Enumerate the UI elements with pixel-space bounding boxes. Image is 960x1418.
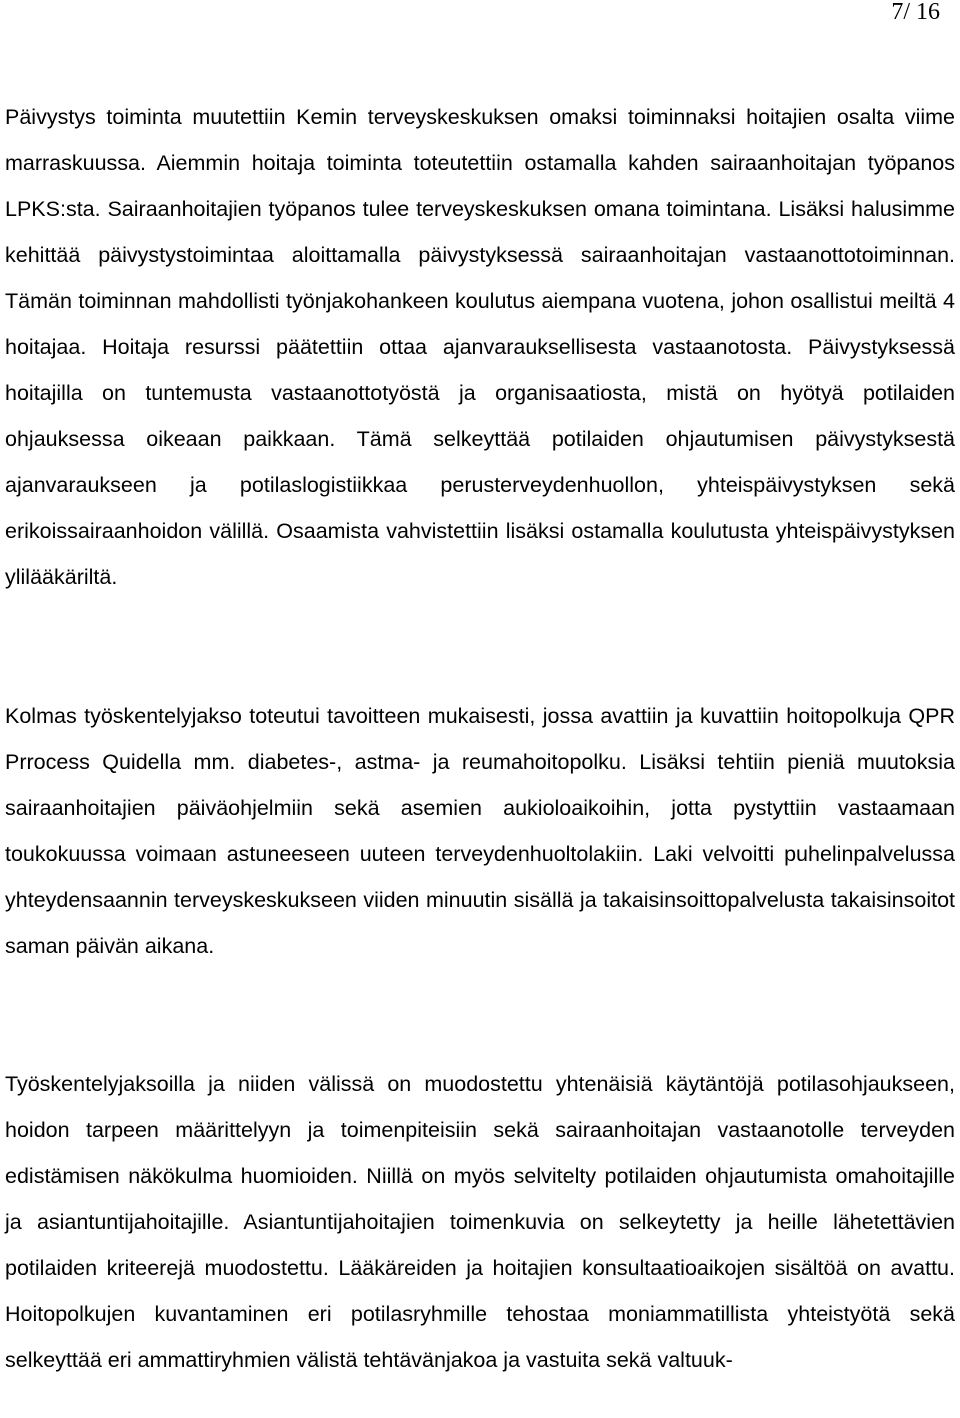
paragraph-paivystys: Päivystys toiminta muutettiin Kemin terveyskeskuksen omaksi toiminnaksi hoitajien osalta viime marraskuussa. Aiemmin hoitaja toiminta toteutettiin ostamalla kahden sairaanhoitajan työpanos LPKS:sta. Sairaanhoitajien työpanos tulee terveyskeskuksen omana toimintana. Lisäksi halusimme kehittää päivystystoimintaa aloittamalla päivystyksessä sairaanhoitajan vastaanottotoiminnan. Tämän toiminnan mahdollisti työnjakohankeen koulutus aiempana vuotena, johon osallistui meiltä 4 hoitajaa. Hoitaja resurssi päätettiin ottaa ajanvarauksellisesta vastaanotosta. Päivystyksessä hoitajilla on tuntemusta vastaanottotyöstä ja organisaatiosta, mistä on hyötyä potilaiden ohjauksessa oikeaan paikkaan. Tämä selkeyttää potilaiden ohjautumisen päivystyksestä ajanvaraukseen ja potilaslogistiikkaa perusterveydenhuollon, yhteispäivystyksen sekä erikoissairaanhoidon välillä. Osaamista vahvistettiin lisäksi ostamalla koulutusta yhteispäivystyksen ylilääkäriltä. xyxy=(5,105,955,589)
page-number: 7/ 16 xyxy=(891,0,940,25)
paragraph-kolmas-tyoskentelyjakso: Kolmas työskentelyjakso toteutui tavoitteen mukaisesti, jossa avattiin ja kuvattiin hoitopolkuja QPR Prrocess Quidella mm. diabetes-, astma- ja reumahoitopolku. Lisäksi tehtiin pieniä muutoksia sairaanhoitajien päiväohjelmiin sekä asemien aukioloaikoihin, jotta pystyttiin vastaamaan toukokuussa voimaan astuneeseen uuteen terveydenhuoltolakiin. Laki velvoitti puhelinpalvelussa yhteydensaannin terveyskeskukseen viiden minuutin sisällä ja takaisinsoittopalvelusta takaisinsoitot saman päivän aikana. xyxy=(5,704,955,958)
paragraph-tyoskentelyjaksot: Työskentelyjaksoilla ja niiden välissä on muodostettu yhtenäisiä käytäntöjä potilasohjaukseen, hoidon tarpeen määrittelyyn ja toimenpiteisiin sekä sairaanhoitajan vastaanotolle terveyden edistämisen näkökulma huomioiden. Niillä on myös selvitelty potilaiden ohjautumista omahoitajille ja asiantuntijahoitajille. Asiantuntijahoitajien toimenkuvia on selkeytetty ja heille lähetettävien potilaiden kriteerejä muodostettu. Lääkäreiden ja hoitajien konsultaatioaikojen sisältöä on avattu. Hoitopolkujen kuvantaminen eri potilasryhmille tehostaa moniammatillista yhteistyötä sekä selkeyttää eri ammattiryhmien välistä tehtävänjakoa ja vastuita sekä valtuuk- xyxy=(5,1072,955,1372)
